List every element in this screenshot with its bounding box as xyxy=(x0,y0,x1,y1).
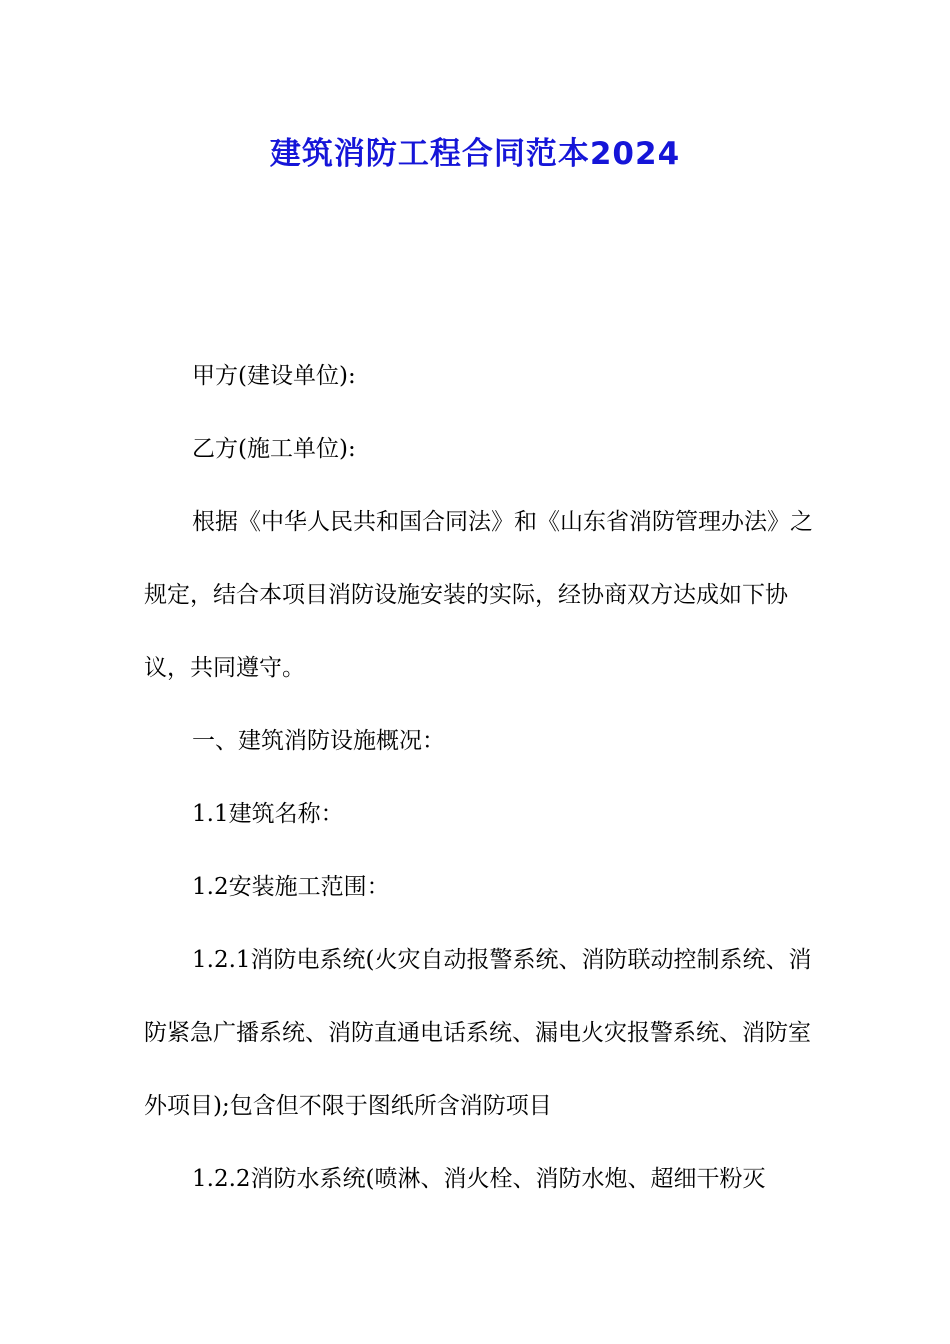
clause-1-2: 1.2安装施工范围： xyxy=(192,874,390,900)
document-body xyxy=(144,340,824,1216)
document-title: 建筑消防工程合同范本2024 xyxy=(269,136,681,172)
preamble-paragraph: 根据《中华人民共和国合同法》和《山东省消防管理办法》之规定，结合本项目消防设施安装的实际，经协商双方达成如下协议，共同遵守。 xyxy=(144,509,813,681)
clause-1-1: 1.1建筑名称： xyxy=(192,801,344,827)
party-b-line: 乙方(施工单位): xyxy=(192,436,356,462)
section-heading: 一、建筑消防设施概况： xyxy=(192,728,445,754)
clause-1-2-2: 1.2.2消防水系统(喷淋、消火栓、消防水炮、超细干粉灭 xyxy=(192,1166,766,1192)
clause-1-2-1: 1.2.1消防电系统(火灾自动报警系统、消防联动控制系统、消防紧急广播系统、消防直通电话系统、漏电火灾报警系统、消防室外项目);包含但不限于图纸所含消防项目 xyxy=(144,947,812,1119)
party-a-line: 甲方(建设单位): xyxy=(192,363,356,389)
